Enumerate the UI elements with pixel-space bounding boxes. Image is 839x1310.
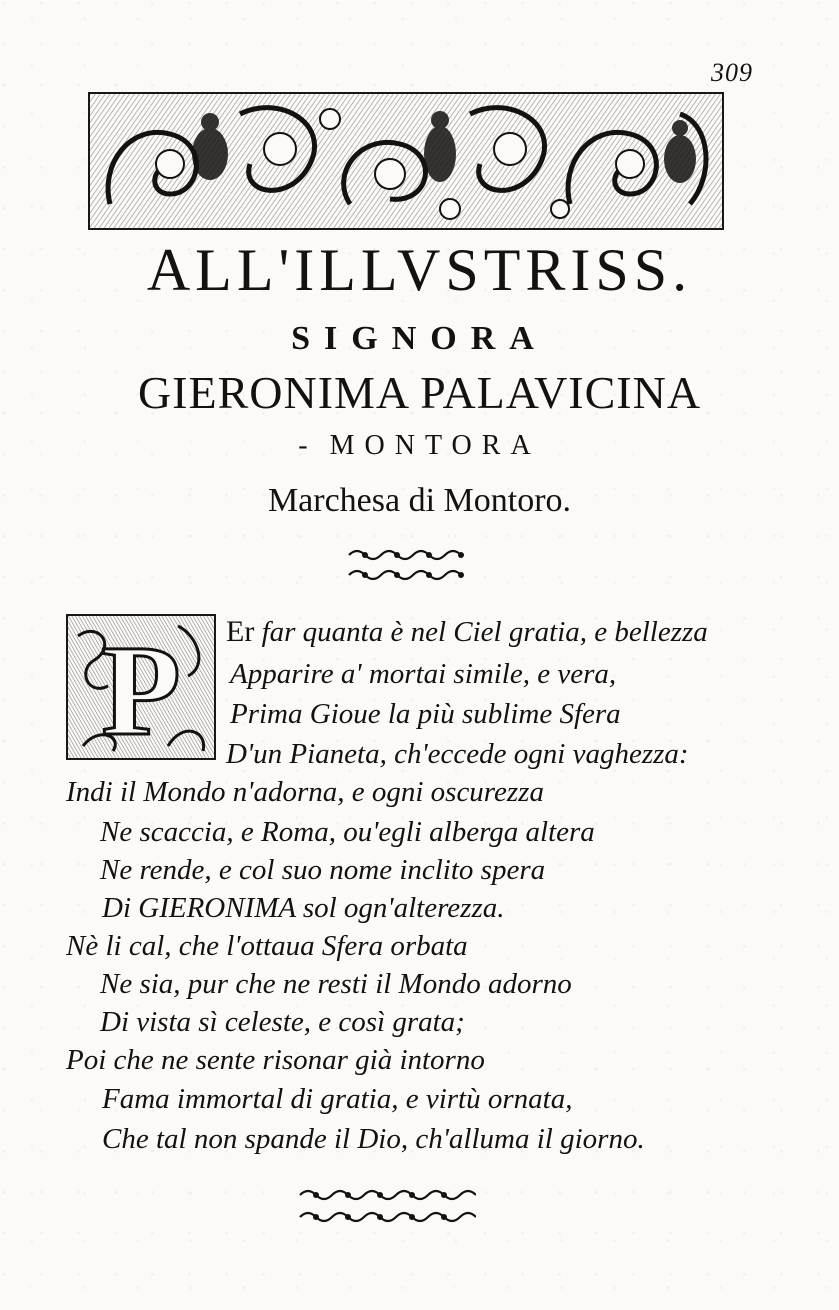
poem-line: Indi il Mondo n'adorna, e ogni oscurezza [66, 776, 544, 808]
poem-line: Er far quanta è nel Ciel gratia, e bellezza [226, 615, 708, 648]
title-dash: - [298, 430, 308, 461]
title-line-1: ALL'ILLVSTRISS. [146, 237, 693, 303]
poem-line: Apparire a' mortai simile, e vera, [230, 658, 617, 690]
poem-line: Ne scaccia, e Roma, ou'egli alberga altera [100, 816, 595, 848]
poem-line: Ne sia, pur che ne resti il Mondo adorno [100, 968, 572, 1000]
poem-line: Prima Gioue la più sublime Sfera [230, 698, 621, 730]
page-number: 309 [711, 58, 753, 87]
poem-line: Che tal non spande il Dio, ch'alluma il giorno. [102, 1123, 645, 1155]
poem-line: D'un Pianeta, ch'eccede ogni vaghezza: [226, 738, 689, 770]
title-line-5: Marchesa di Montoro. [267, 482, 572, 519]
poem-line: Ne rende, e col suo nome inclito spera [100, 854, 546, 886]
poem-line: Di vista sì celeste, e così grata; [100, 1006, 465, 1038]
poem-line: Poi che ne sente risonar già intorno [66, 1044, 485, 1076]
poem-line: Nè li cal, che l'ottaua Sfera orbata [66, 930, 468, 962]
title-line-4-text: MONTORA [329, 430, 541, 461]
initial-letter: P [101, 619, 181, 758]
fleuron-tailpiece [296, 1184, 476, 1233]
title-line-3: GIERONIMA PALAVICINA [137, 367, 702, 418]
poem-line: Di GIERONIMA sol ogn'alterezza. [102, 892, 505, 924]
poem-line: Fama immortal di gratia, e virtù ornata, [102, 1083, 573, 1115]
title-line-2: SIGNORA [291, 320, 548, 357]
